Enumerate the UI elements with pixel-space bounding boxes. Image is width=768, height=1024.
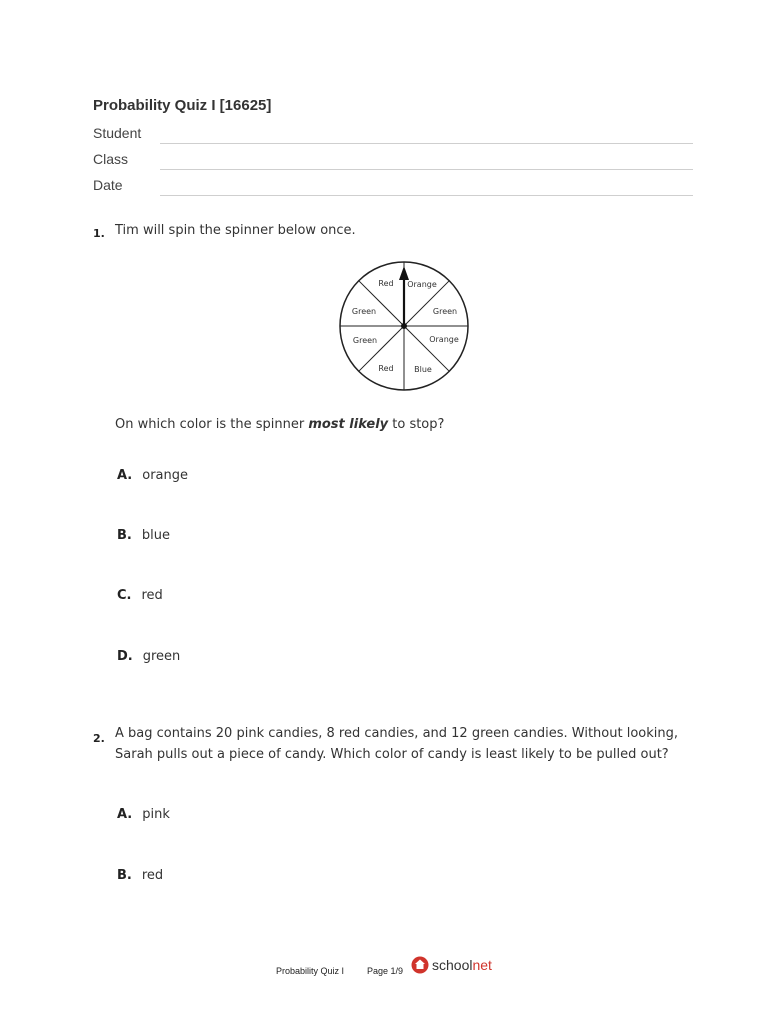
- option-letter: D.: [117, 649, 133, 664]
- spinner-figure: [335, 253, 475, 403]
- spinner-section-label: Red: [378, 279, 394, 288]
- page-title: Probability Quiz I [16625]: [93, 97, 272, 114]
- schoolnet-logo-text-net: net: [472, 957, 492, 973]
- question-1-option-d[interactable]: [117, 645, 180, 664]
- spinner-section-label: Green: [351, 307, 377, 316]
- question-1-number: 1.: [93, 227, 105, 240]
- question-1-prompt: [115, 414, 444, 436]
- schoolnet-logo-icon: [411, 956, 429, 974]
- option-letter: C.: [117, 588, 132, 603]
- option-text: green: [142, 649, 181, 664]
- question-1-option-c[interactable]: [117, 584, 163, 603]
- option-text: red: [141, 588, 163, 603]
- option-letter: B.: [117, 528, 132, 543]
- question-1-option-a[interactable]: [117, 464, 188, 483]
- prompt-text: to stop?: [388, 417, 445, 432]
- schoolnet-logo: [411, 955, 492, 975]
- footer-page-number: Page 1/9: [367, 966, 404, 976]
- date-field[interactable]: [160, 195, 693, 196]
- spinner-section-label: Green: [432, 307, 458, 316]
- option-letter: B.: [117, 868, 132, 883]
- option-letter: A.: [117, 468, 133, 483]
- question-1-stem: Tim will spin the spinner below once.: [115, 223, 356, 238]
- option-letter: A.: [117, 807, 133, 822]
- option-text: pink: [142, 807, 170, 822]
- prompt-text: On which color is the spinner: [115, 417, 309, 432]
- spinner-section-label: Orange: [407, 280, 437, 289]
- spinner-section-label: Blue: [414, 365, 432, 374]
- date-label: Date: [93, 177, 123, 193]
- schoolnet-logo-text-school: school: [432, 957, 473, 973]
- option-text: blue: [141, 528, 170, 543]
- footer-doc-name: Probability Quiz I: [276, 966, 345, 976]
- spinner-pivot: [401, 323, 407, 329]
- question-2-option-b[interactable]: [117, 864, 163, 883]
- option-text: red: [141, 868, 164, 883]
- class-field[interactable]: [160, 169, 693, 170]
- option-text: orange: [142, 468, 189, 483]
- spinner-section-label: Red: [378, 364, 394, 373]
- student-label: Student: [93, 125, 142, 141]
- spinner-section-label: Green: [352, 336, 378, 345]
- question-2-stem-line-2: Sarah pulls out a piece of candy. Which color of candy is least likely to be pulled out?: [115, 747, 669, 762]
- student-field[interactable]: [160, 143, 693, 144]
- spinner-section-label: Orange: [429, 335, 459, 344]
- question-2-number: 2.: [93, 732, 105, 745]
- class-label: Class: [93, 151, 129, 167]
- prompt-emphasis: most likely: [308, 417, 389, 432]
- question-1-option-b[interactable]: [117, 524, 170, 543]
- question-2-option-a[interactable]: [117, 803, 170, 822]
- question-2-stem-line-1: A bag contains 20 pink candies, 8 red candies, and 12 green candies. Without looking,: [115, 726, 678, 741]
